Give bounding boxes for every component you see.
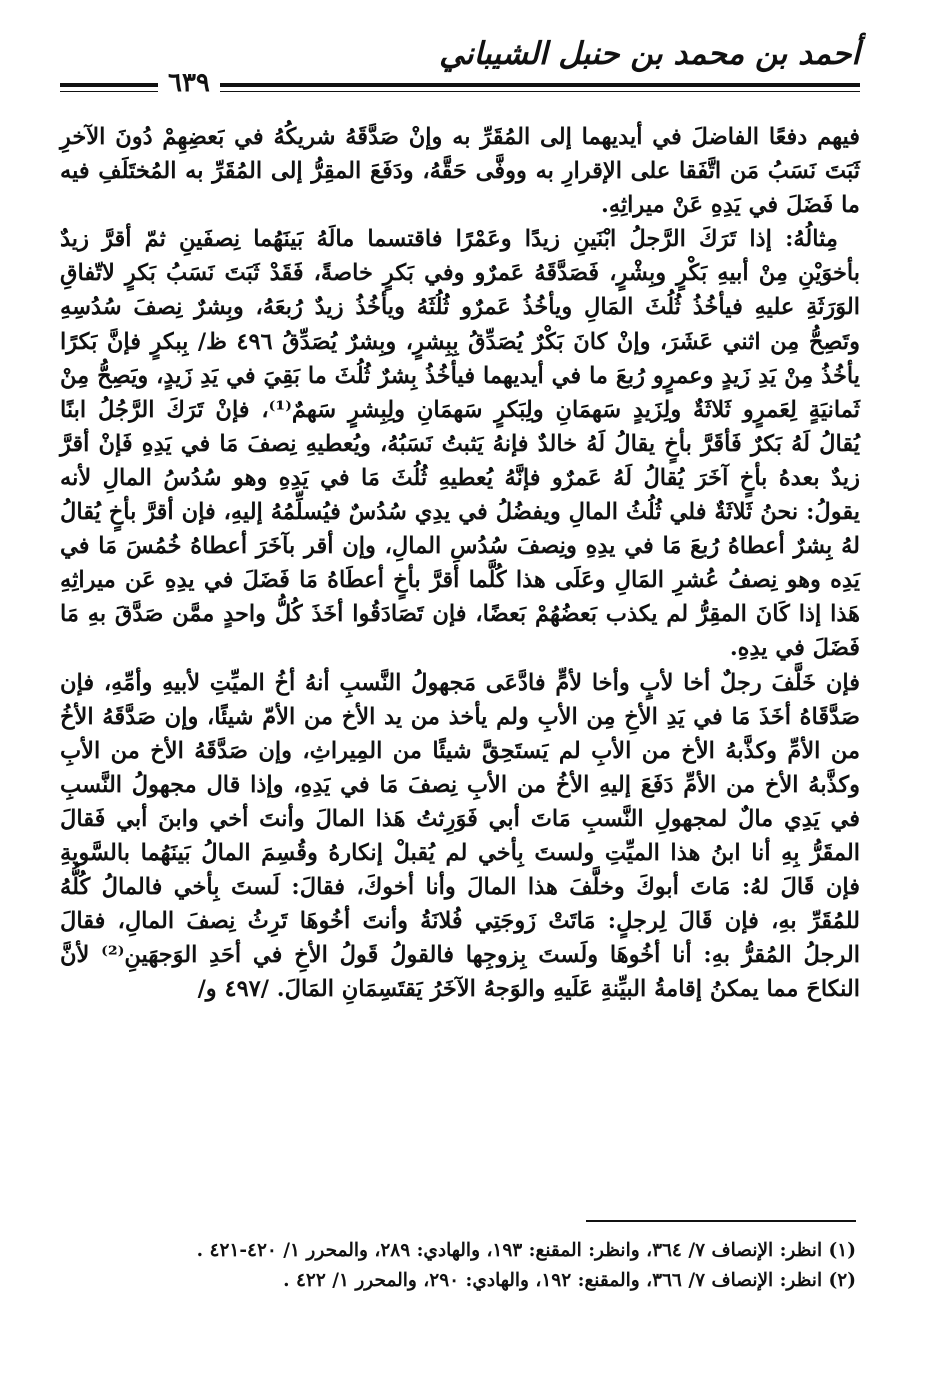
paragraph: فإن خَلَّفَ رجلٌ أخا لأبٍ وأخا لأمٍّ فادَّعَى مَجهولُ النَّسبِ أنهُ أخُ الميِّتِ لأبيهِ وأمِّهِ، فإن صَدَّقَاهُ أخَذَ مَا في يَدِ الأخِ مِن الأبِ ولم يأخذ من يد الأخ من الأمّ شيئًا، وإن صَدَّقَهُ الأخُ من الأمِّ وكذَّبهُ الأخ من الأبِ لم يَستَحِقَّ شيئًا من المِيراثِ، وإن صَدَّقَهُ الأخ من الأبِ وكذَّبهُ الأخ من الأمِّ دَفَعَ إليهِ الأخُ من الأبِ نِصفَ مَا في يَدِهِ، وإذا قال مجهولُ النَّسبِ في يَدِي مالٌ لمجهولِ النَّسبِ مَاتَ أبي فَوَرِثتُ هَذا المالَ وأنتَ أخي وابنَ أبي فَقالَ المقَرُّ بِهِ أنا ابنُ هذا الميِّتِ ولستَ بِأخي لم يُقبلْ إنكارهُ وقُسِمَ المالُ بَينَهُما بالسَّويةِ فإن قَالَ لهُ: مَاتَ أبوكَ وخلَّفَ هذا المالَ وأنا أخوكَ، فقالَ: لَستَ بِأخي فالمالُ كُلُّهُ للمُقَرِّ بهِ، فإن قَالَ لِرجلٍ: مَاتَتْ زَوجَتِي فُلانَةُ وأنتَ أخُوهَا تَرِثُ نِصفَ المالِ، فقالَ الرجلُ المُقرُّ بهِ: أنا أخُوهَا ولَستَ بِزوجِها فالقولُ قَولُ الأخِ في أحَدِ الوَجهَينِ⁽²⁾ لأنَّ النكاحَ مما يمكنُ إقامةُ البيِّنةِ عَلَيهِ والوَجهُ الآخَرُ يَقتَسِمَانِ المَالَ. /٤٩٧ و/ bbox=[60, 669, 860, 1003]
paragraph: مِثالُهُ: إذا تَرَكَ الرَّجلُ ابْنَينِ زيدًا وعَمْرًا فاقتسما مالَهُ بَينَهُما نِصفَينِ ثمّ أقرَّ زيدٌ بأخوَيْنِ مِنْ أبيهِ بَكْرٍ وبِشْرٍ، فَصَدَّقَهُ عَمرٌو وفي بَكرٍ خاصةً، فَقَدْ ثَبَتَ نَسَبُ بَكرٍ لاتّفاقِ الوَرَثَةِ عليهِ فيأخُذُ ثُلُثَ المَالِ ويأخُذُ عَمرٌو ثُلُثَهُ ويأخُذُ زيدٌ رُبعَهُ، وبِشرٌ نِصفَ سُدُسِهِ وتَصِحُّ مِن اثني عَشَرَ، وإنْ كانَ بَكْرٌ يُصَدِّقُ بِبِشرٍ، وبِشرٌ يُصَدِّقُ ٤٩٦ ظ/ بِبكرٍ فإنَّ بَكرًا يأخُذُ مِنْ يَدِ زَيدٍ وعمرٍو رُبعَ ما في أيديهما فيأخُذُ بِشرٌ ثُلُثَ ما بَقِيَ في يَدِ زَيدٍ، ويَصِحُّ مِنْ ثَمانيَةٍ لِعَمرٍو ثَلاثَةٌ ولِزَيدٍ سَهمَانِ ولِبَكرٍ سَهمَانِ ولِبِشرٍ سَهمٌ⁽¹⁾، فإنْ تَرَكَ الرَّجُلُ ابنًا يُقالُ لَهُ بَكرٌ فَأقَرَّ بأخٍ يقالُ لَهُ خالدٌ فإنهُ يَثبتُ نَسَبُهُ، ويُعطيهِ نِصفَ مَا في يَدِهِ فَإنْ أقرَّ زيدٌ بعدهُ بأخٍ آخَرَ يُقالُ لَهُ عَمرٌو فإنَّهُ يُعطيهِ ثُلُثَ مَا في يَدِهِ وهو سُدُسُ المالِ لأنه يقولُ: نحنُ ثَلاثَةٌ فلي ثُلُثُ المالِ ويفضُلُ في يدِي سُدُسٌ فيُسلِّمُهُ إليهِ، فإن أقرَّ بأخٍ يُقالُ لهُ بِشرٌ أعطاهُ رُبعَ مَا في يدِهِ ونِصفَ سُدُسِ المالِ، وإن أقر بآخَرَ أعطاهُ خُمُسَ مَا في يَدِه وهو نِصفُ عُشرِ المَالِ وعَلَى هذا كُلَّما أقرَّ بأخٍ أعطَاهُ مَا فَضَلَ في يدِهِ عَن ميراثِهِ هَذا إذا كَانَ المقِرُّ لم يكذب بَعضُهُمْ بَعضًا، فإن تَصَادَقُوا أخَذَ كُلُّ واحدٍ ممَّن صَدَّقَ بهِ مَا فَضَلَ في يدِهِ. bbox=[60, 226, 861, 662]
running-header-title: أحمد بن محمد بن حنبل الشيباني bbox=[439, 36, 860, 72]
main-text bbox=[60, 120, 860, 1006]
footnote-separator bbox=[586, 1220, 856, 1222]
footnote-2: (٢) انظر: الإنصاف ٧/ ٣٦٦، والمقنع: ١٩٢، والهادي: ٢٩٠، والمحرر ١/ ٤٢٢ . bbox=[283, 1270, 856, 1291]
page-number: ٦٣٩ bbox=[158, 68, 220, 98]
footnote-1: (١) انظر: الإنصاف ٧/ ٣٦٤، وانظر: المقنع: ١٩٣، والهادي: ٢٨٩، والمحرر ١/ ٤٢٠-٤٢١ . bbox=[196, 1240, 856, 1261]
footnotes bbox=[60, 1236, 856, 1296]
paragraph: فيهم دفعًا الفاضلَ في أيديهما إلى المُقَرِّ به وإنْ صَدَّقَهُ شريكُهُ في بَعضِهِمْ دُونَ الآخرِ ثَبَتَ نَسَبُ مَن اتَّفَقا على الإقرارِ به ووفَّى حَقَّهُ، ودَفَعَ المقِرُّ إلى المُقَرِّ به المُختَلَفِ فيه ما فَضَلَ في يَدِهِ عَنْ ميراثِهِ. bbox=[60, 124, 860, 219]
running-header bbox=[60, 36, 860, 96]
